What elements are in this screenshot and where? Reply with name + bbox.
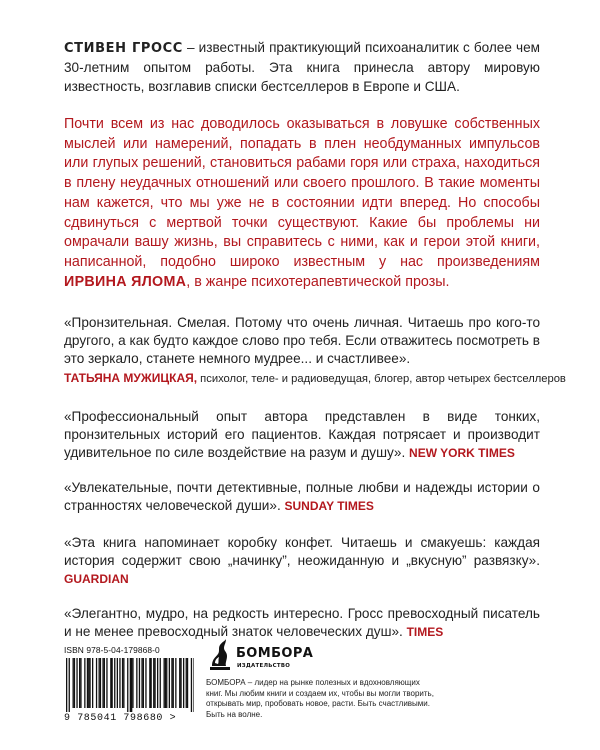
quote-5: [64, 605, 540, 641]
barcode-digits: 9 785041 798680 >: [64, 713, 177, 724]
quote-4: [64, 534, 540, 588]
author-name: СТИВЕН ГРОСС: [64, 41, 183, 56]
barcode-bar: [88, 658, 89, 708]
barcode-bar: [92, 658, 93, 708]
barcode-bar: [74, 658, 75, 708]
barcode-bar: [106, 658, 107, 708]
barcode-bar: [132, 658, 133, 708]
quote-signature: [64, 369, 566, 388]
barcode-bar: [136, 658, 137, 708]
author-intro-text: – известный практикующий психоаналитик с более чем 30-летним опытом работы. Эта книга принесла автору мировую известность, возглавив списки бестселлеров в Европе и США.: [64, 40, 540, 94]
barcode-bar: [139, 658, 140, 708]
logo-name: БОМБОРА: [236, 646, 314, 661]
barcode-bar: [76, 658, 77, 708]
barcode-bar: [127, 658, 128, 712]
barcode-bar: [69, 658, 70, 712]
logo-subtitle: ИЗДАТЕЛЬСТВО: [237, 663, 291, 669]
barcode-bar: [79, 658, 80, 708]
barcode-bar: [141, 658, 142, 708]
barcode-bar: [114, 658, 115, 708]
barcode-block: [64, 645, 196, 727]
barcode-bar: [154, 658, 155, 708]
barcode-bar: [102, 658, 103, 708]
barcode-bar: [183, 658, 184, 708]
barcode-bar: [100, 658, 101, 708]
barcode-bar: [165, 658, 166, 708]
barcode-bar: [96, 658, 97, 708]
barcode-bar: [166, 658, 167, 708]
quote-3: [64, 479, 540, 515]
barcode-bar: [80, 658, 81, 708]
barcode-bar: [186, 658, 187, 708]
quote-source: TIMES: [406, 625, 444, 640]
barcode-bar: [130, 658, 131, 712]
barcode-bar: [66, 658, 67, 712]
quote-text: «Профессиональный опыт автора представлен в виде тонких, пронзительных историй его пациентов. Каждая потрясает и производит удивительное по силе воздействие на разум и душу».: [64, 409, 540, 461]
quote-2: [64, 408, 540, 462]
blurb-text-after: , в жанре психотерапевтической прозы.: [186, 273, 450, 290]
barcode-bar: [153, 658, 154, 708]
barcode-bar: [173, 658, 174, 708]
publisher-logo: [206, 637, 314, 675]
quote-text: «Элегантно, мудро, на редкость интересно. Гросс превосходный писатель и не менее превосходный знаток человеческих душ».: [64, 606, 540, 640]
barcode-bar: [104, 658, 105, 708]
barcode-bar: [110, 658, 111, 708]
author-intro: [64, 38, 540, 96]
barcode-bar: [89, 658, 90, 708]
barcode-icon: [64, 658, 194, 712]
barcode-bar: [193, 658, 194, 712]
barcode-bar: [171, 658, 172, 708]
quote-source: GUARDIAN: [64, 572, 129, 587]
barcode-bar: [73, 658, 74, 708]
barcode-bar: [179, 658, 180, 708]
barcode-bar: [175, 658, 176, 708]
barcode-bar: [143, 658, 144, 708]
barcode-bar: [87, 658, 88, 708]
barcode-bar: [151, 658, 152, 708]
barcode-bar: [187, 658, 188, 708]
blurb-text-before: Почти всем из нас доводилось оказываться в ловушке собственных мыслей или намерений, попадать в плен необдуманных импульсов или глупых решений, становиться рабами горя или страха, находиться в плену неудачных отношений или своего прошлого. В такие моменты нам кажется, что мы уже не в состоянии идти вперед. Но способы сдвинуться с мертвой точки существуют. Какие бы проблемы ни омрачали вашу жизнь, вы справитесь с ними, как и герои этой книги, написанной, подобно широко известным у нас произведениям: [64, 116, 540, 270]
quote-text: «Увлекательные, почти детективные, полные любви и надежды истории о странностях человеческой души».: [64, 480, 540, 514]
barcode-bar: [145, 658, 146, 708]
quote-source: SUNDAY TIMES: [284, 499, 374, 514]
isbn-label: ISBN 978-5-04-179868-0: [64, 645, 160, 655]
book-blurb: [64, 115, 540, 292]
barcode-bar: [112, 658, 113, 708]
barcode-bar: [84, 658, 85, 708]
barcode-bar: [131, 658, 132, 712]
back-cover-text: [64, 38, 566, 641]
quote-1: [64, 314, 566, 388]
barcode-bar: [119, 658, 120, 708]
quote-text: «Пронзительная. Смелая. Потому что очень личная. Читаешь про кого-то другого, а как будто каждое слово про тебя. Если отважитесь посмотреть в это зеркало, станете немного мудрее... и счастливее».: [64, 315, 540, 367]
quote-source: ТАТЬЯНА МУЖИЦКАЯ,: [64, 371, 198, 386]
barcode-bar: [160, 658, 161, 708]
quote-source: NEW YORK TIMES: [409, 446, 515, 461]
barcode-bar: [169, 658, 170, 708]
quote-source-description: психолог, теле- и радиоведущая, блогер, автор четырех бестселлеров: [197, 373, 566, 386]
barcode-bar: [191, 658, 192, 712]
publisher-description: БОМБОРА – лидер на рынке полезных и вдохновляющих книг. Мы любим книги и создаем их, чтобы вы могли творить, открывать мир, пробовать новое, расти. Быть счастливыми. Быть на волне.: [206, 678, 434, 719]
barcode-bar: [123, 658, 124, 708]
barcode-bar: [117, 658, 118, 708]
barcode-bar: [122, 658, 123, 708]
barcode-bar: [180, 658, 181, 708]
barcode-bar: [157, 658, 158, 708]
barcode-bar: [99, 658, 100, 708]
barcode-bar: [149, 658, 150, 708]
barcode-bar: [164, 658, 165, 708]
blurb-name: ИРВИНА ЯЛОМА: [64, 273, 187, 290]
quote-text: «Эта книга напоминает коробку конфет. Читаешь и смакуешь: каждая история содержит свою „начинку”, неожиданную и „вкусную” развязку».: [64, 535, 540, 569]
bombora-logo-icon: [206, 637, 234, 671]
